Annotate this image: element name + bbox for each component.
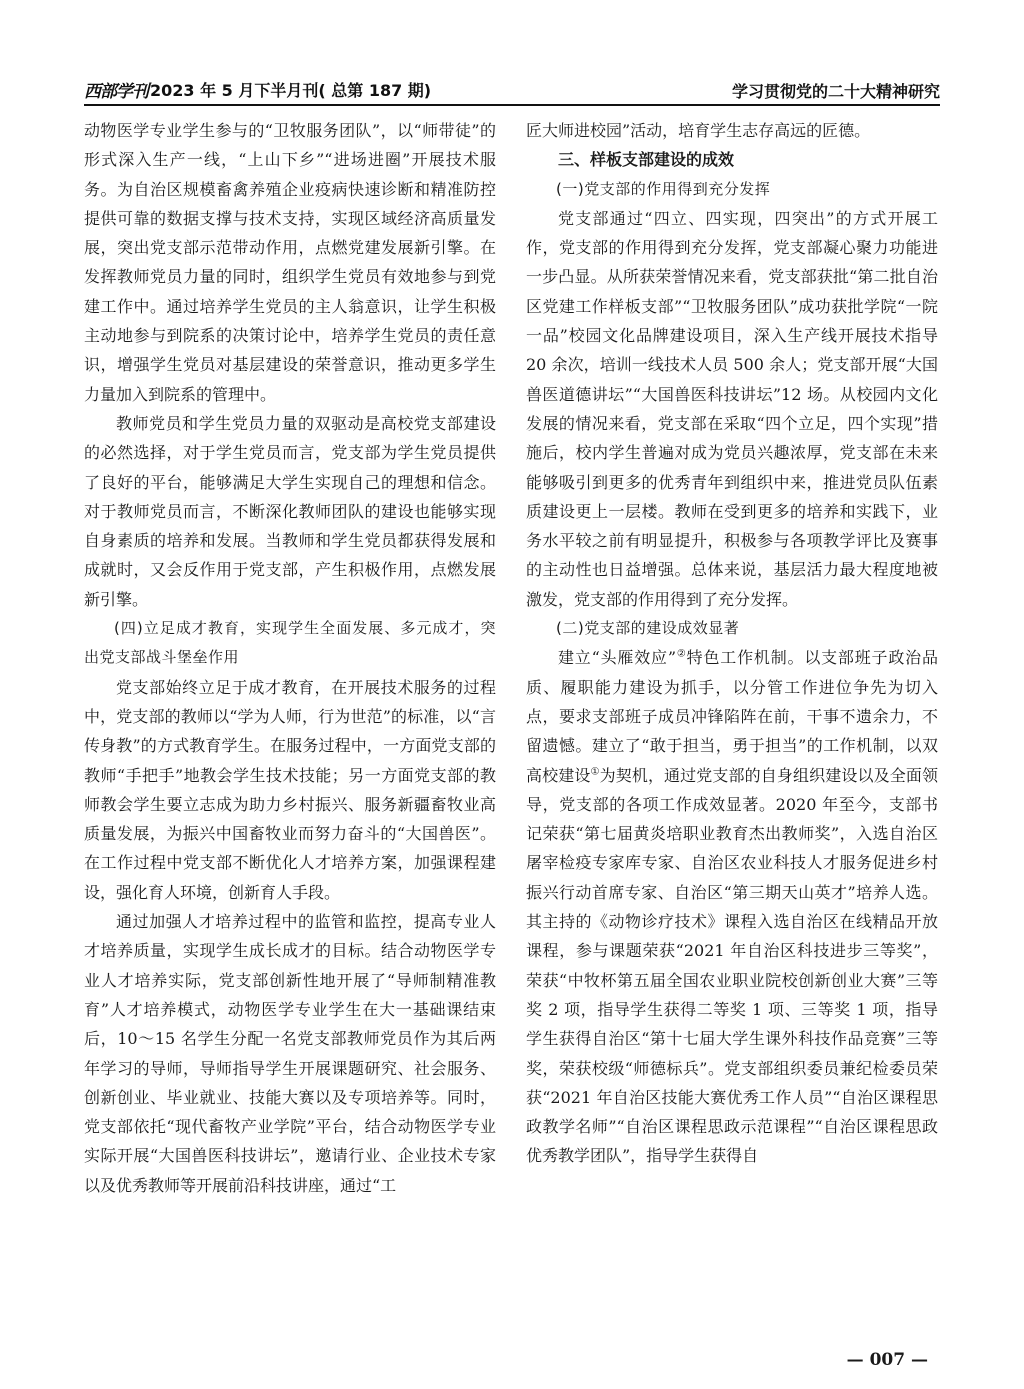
text-run: 特色工作机制。以支部班子政治品质、履职能力建设为抓手，以分管工作进位争先为切入点，要求支部班子成员冲锋陷阵在前，干事不遗余力，不留遗憾。建立了“敢于担当，勇于担当”的工作机制，以双高校建设 bbox=[526, 648, 938, 785]
footnote-mark: ② bbox=[676, 649, 687, 661]
subsection-heading: (四)立足成才教育，实现学生全面发展、多元成才，突出党支部战斗堡垒作用 bbox=[84, 619, 496, 667]
paragraph: 匠大师进校园”活动，培育学生志存高远的匠德。 bbox=[526, 121, 871, 140]
subsection-heading: (二)党支部的建设成效显著 bbox=[556, 619, 740, 638]
paragraph: 教师党员和学生党员力量的双驱动是高校党支部建设的必然选择，对于学生党员而言，党支部为学生党员提供了良好的平台，能够满足大学生实现自己的理想和信念。对于教师党员而言，不断深化教师团队的建设也能够实现自身素质的培养和发展。当教师和学生党员都获得发展和成就时，又会反作用于党支部，产生积极作用，点燃发展新引擎。 bbox=[84, 413, 496, 609]
footnote-mark: ① bbox=[590, 766, 600, 778]
left-column bbox=[84, 116, 496, 1200]
journal-logo: 西部学刊 bbox=[84, 82, 148, 102]
text-run: 为契机，通过党支部的自身组织建设以及全面领导，党支部的各项工作成效显著。2020 年至今，支部书记荣获“第七届黄炎培职业教育杰出教师奖”，入选自治区屠宰检疫专家库专家、自治区农业科技人才服务促进乡村振兴行动首席专家、自治区“第三期天山英才”培养人选。其主持的《动物诊疗技术》课程入选自治区在线精品开放课程，参与课题荣获“2021 年自治区科技进步三等奖”，荣获“中牧杯第五届全国农业职业院校创新创业大赛”三等奖 2 项，指导学生获得二等奖 1 项、三等奖 1 项，指导学生获得自治区“第十七届大学生课外科技作品竞赛”三等奖，荣获校级“师德标兵”。党支部组织委员兼纪检委员荣获“2021 年自治区技能大赛优秀工作人员”“自治区课程思政教学名师”“自治区课程思政示范课程”“自治区课程思政优秀教学团队”，指导学生获得自 bbox=[526, 765, 938, 1166]
paragraph bbox=[526, 643, 938, 1170]
page-number: — 007 — bbox=[846, 1350, 928, 1370]
paragraph: 党支部始终立足于成才教育，在开展技术服务的过程中，党支部的教师以“学为人师，行为世范”的标准，以“言传身教”的方式教育学生。在服务过程中，一方面党支部的教师“手把手”地教会学生技术技能；另一方面党支部的教师教会学生要立志成为助力乡村振兴、服务新疆畜牧业高质量发展，为振兴中国畜牧业而努力奋斗的“大国兽医”。在工作过程中党支部不断优化人才培养方案，加强课程建设，强化育人环境，创新育人手段。 bbox=[84, 677, 496, 902]
header-left bbox=[84, 77, 431, 102]
paragraph: 通过加强人才培养过程中的监管和监控，提高专业人才培养质量，实现学生成长成才的目标。结合动物医学专业人才培养实际，党支部创新性地开展了“导师制精准教育”人才培养模式，动物医学专业学生在大一基础课结束后，10～15 名学生分配一名党支部教师党员作为其后两年学习的导师，导师指导学生开展课题研究、社会服务、创新创业、毕业就业、技能大赛以及专项培养等。同时，党支部依托“现代畜牧产业学院”平台，结合动物医学专业实际开展“大国兽医科技讲坛”，邀请行业、企业技术专家以及优秀教师等开展前沿科技讲座，通过“工 bbox=[84, 912, 496, 1195]
right-column bbox=[526, 116, 938, 1171]
header-rule bbox=[84, 104, 940, 106]
running-header bbox=[84, 72, 940, 102]
section-title: 学习贯彻党的二十大精神研究 bbox=[731, 82, 940, 101]
paragraph: 动物医学专业学生参与的“卫牧服务团队”，以“师带徒”的形式深入生产一线，“上山下乡”“进场进圈”开展技术服务。为自治区规模畜禽养殖企业疫病快速诊断和精准防控提供可靠的数据支撑与技术支持，实现区域经济高质量发展，突出党支部示范带动作用，点燃党建发展新引擎。在发挥教师党员力量的同时，组织学生党员有效地参与到党建工作中。通过培养学生党员的主人翁意识，让学生积极主动地参与到院系的决策讨论中，培养学生党员的责任意识，增强学生党员对基层建设的荣誉意识，推动更多学生力量加入到院系的管理中。 bbox=[84, 121, 496, 404]
text-run: 建立“头雁效应” bbox=[558, 648, 677, 668]
paragraph: 党支部通过“四立、四实现，四突出”的方式开展工作，党支部的作用得到充分发挥，党支部凝心聚力功能进一步凸显。从所获荣誉情况来看，党支部获批“第二批自治区党建工作样板支部”“卫牧服务团队”成功获批学院“一院一品”校园文化品牌建设项目，深入生产线开展技术指导 20 余次，培训一线技术人员 500 余人；党支部开展“大国兽医道德讲坛”“大国兽医科技讲坛”12 场。从校园内文化发展的情况来看，党支部在采取“四个立足，四个实现”措施后，校内学生普遍对成为党员兴趣浓厚，党支部在未来能够吸引到更多的优秀青年到组织中来，推进党员队伍素质建设更上一层楼。教师在受到更多的培养和实践下，业务水平较之前有明显提升，积极参与各项教学评比及赛事的主动性也日益增强。总体来说，基层活力最大程度地被激发，党支部的作用得到了充分发挥。 bbox=[526, 208, 938, 609]
subsection-heading: (一)党支部的作用得到充分发挥 bbox=[556, 179, 771, 198]
section-heading: 三、样板支部建设的成效 bbox=[558, 150, 735, 170]
issue-info: 2023 年 5 月下半月刊( 总第 187 期) bbox=[150, 81, 432, 100]
